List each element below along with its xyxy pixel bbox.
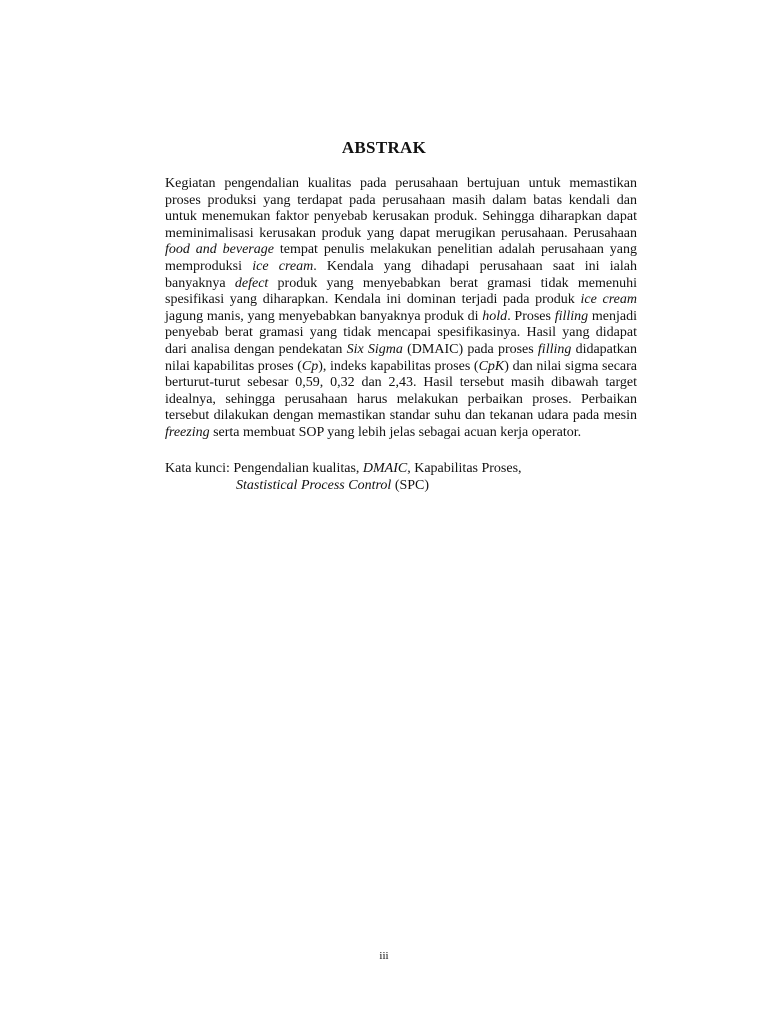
abstract-line <box>165 359 637 376</box>
text-segment: . Kendala yang dihadapi perusahaan saat ini ialah <box>313 258 637 274</box>
text-segment: untuk menemukan faktor penyebab kerusakan produk. Sehingga diharapkan dapat <box>165 209 637 225</box>
italic-term: food and beverage <box>165 242 274 258</box>
text-segment: , Kapabilitas Proses, <box>407 461 522 476</box>
abstract-line <box>165 325 637 342</box>
text-segment: tempat penulis melakukan penelitian adalah perusahaan yang <box>273 242 638 258</box>
abstract-line <box>165 392 637 409</box>
text-segment: (DMAIC) pada proses <box>402 341 538 357</box>
italic-term: ice cream <box>580 292 637 308</box>
abstract-line <box>165 226 637 243</box>
italic-term: freezing <box>165 424 210 440</box>
text-segment: Kata kunci: Pengendalian kualitas, <box>165 461 363 476</box>
italic-term: CpK <box>478 358 505 374</box>
italic-term: defect <box>234 275 269 291</box>
italic-term: DMAIC <box>362 461 408 476</box>
abstract-paragraph <box>165 176 637 442</box>
abstract-line <box>165 193 637 210</box>
text-segment: berturut-turut sebesar 0,59, 0,32 dan 2,43. Hasil tersebut masih dibawah target <box>165 375 637 391</box>
italic-term: Six Sigma <box>346 341 403 357</box>
italic-term: Cp <box>301 358 319 374</box>
text-segment: meminimalisasi kerusakan produk yang dapat merugikan perusahaan. Perusahaan <box>165 225 637 241</box>
abstract-line <box>165 209 637 226</box>
abstract-line <box>165 375 637 392</box>
abstract-line <box>165 342 637 359</box>
text-segment: serta membuat SOP yang lebih jelas sebagai acuan kerja operator. <box>209 424 582 440</box>
text-segment: spesifikasi yang diharapkan. Kendala ini dominan terjadi pada produk <box>165 292 581 308</box>
italic-term: Stastistical Process Control <box>236 478 392 493</box>
abstract-line <box>165 176 637 193</box>
text-segment: tersebut dilakukan dengan memastikan standar suhu dan tekanan udara pada mesin <box>165 408 637 424</box>
keywords-block <box>165 460 637 494</box>
text-segment: penyebab berat gramasi yang tidak mencapai spesifikasinya. Hasil yang didapat <box>165 325 637 341</box>
text-segment: produk yang menyebabkan berat gramasi tidak memenuhi <box>268 275 637 291</box>
abstract-line <box>165 276 637 293</box>
keywords-line <box>165 460 637 477</box>
text-segment: (SPC) <box>391 478 430 493</box>
abstract-line <box>165 408 637 425</box>
text-segment: . Proses <box>507 308 555 324</box>
text-segment: menjadi <box>588 308 637 324</box>
text-segment: nilai kapabilitas proses ( <box>165 358 302 374</box>
italic-term: filling <box>554 308 589 324</box>
abstract-line <box>165 425 637 442</box>
text-segment: Kegiatan pengendalian kualitas pada perusahaan bertujuan untuk memastikan <box>165 176 637 191</box>
text-segment: memproduksi <box>165 258 253 274</box>
abstract-line <box>165 259 637 276</box>
text-segment: ) dan nilai sigma secara <box>504 358 638 374</box>
text-segment: jagung manis, yang menyebabkan banyaknya produk di <box>165 308 483 324</box>
text-segment: ), indeks kapabilitas proses ( <box>318 358 479 374</box>
page-title: ABSTRAK <box>341 138 427 157</box>
keywords-line <box>165 477 637 494</box>
abstract-line <box>165 292 637 309</box>
abstract-line <box>165 242 637 259</box>
text-segment: didapatkan <box>571 341 637 357</box>
text-segment: proses produksi yang terdapat pada perusahaan masih dalam batas kendali dan <box>165 192 637 208</box>
text-segment: dari analisa dengan pendekatan <box>165 341 347 357</box>
italic-term: filling <box>537 341 572 357</box>
page-number: iii <box>379 950 389 962</box>
italic-term: ice cream <box>252 258 314 274</box>
abstract-line <box>165 309 637 326</box>
italic-term: hold <box>482 308 508 324</box>
text-segment: banyaknya <box>165 275 235 291</box>
text-segment: idealnya, sehingga perusahaan harus melakukan perbaikan proses. Perbaikan <box>165 391 637 407</box>
